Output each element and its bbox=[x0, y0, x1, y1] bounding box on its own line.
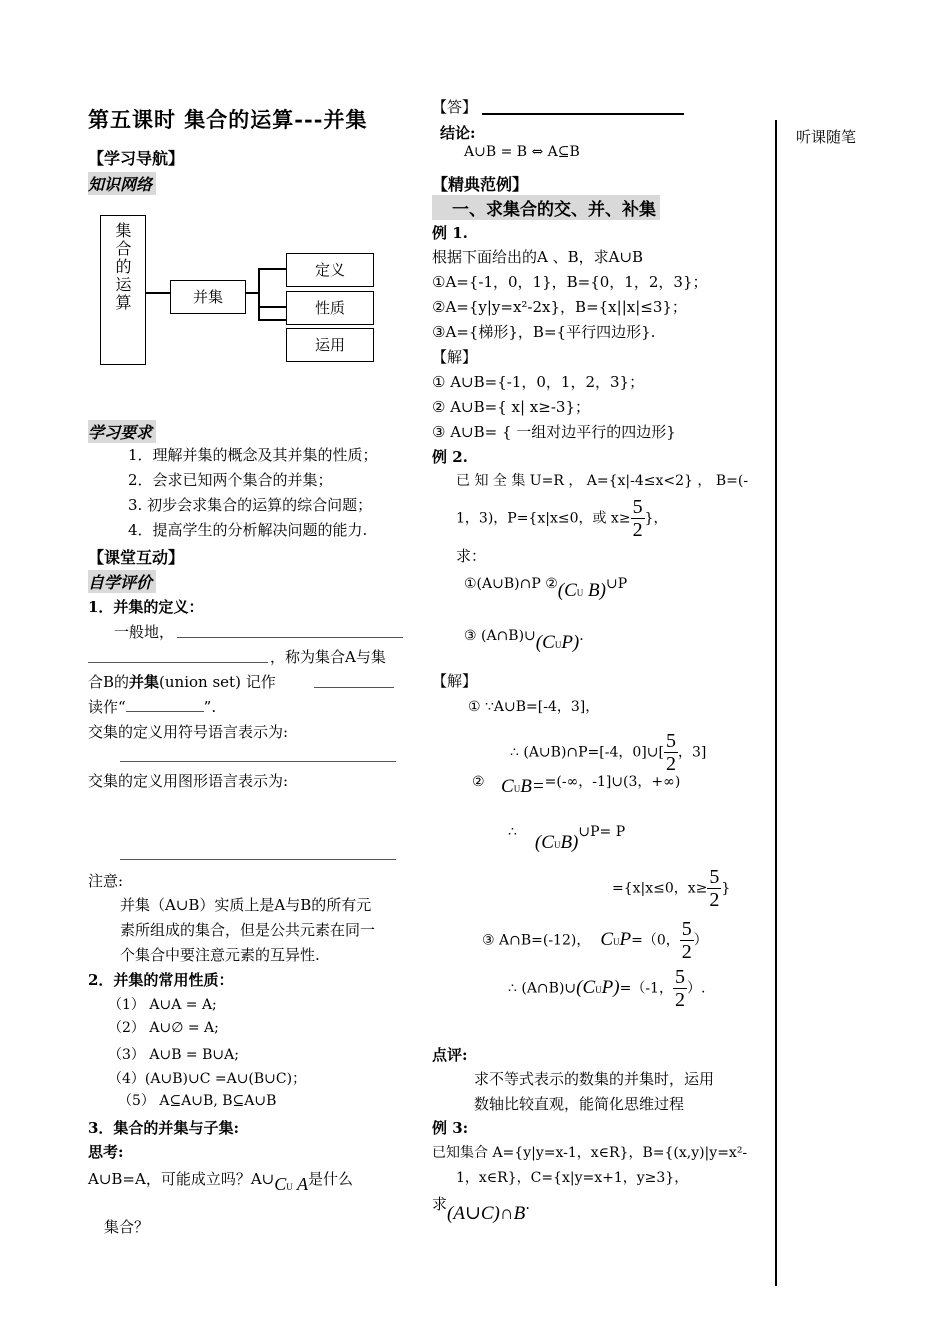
think-line: A∪B=A，可能成立吗？A∪CU A是什么 bbox=[88, 1170, 353, 1194]
section-3-title: 3．集合的并集与子集: bbox=[88, 1119, 239, 1137]
diagram-connector bbox=[245, 292, 259, 294]
set-expression: (A∪C)∩B bbox=[447, 1203, 526, 1224]
requirement-item: 1．理解并集的概念及其并集的性质； bbox=[128, 446, 378, 464]
section-heading: 一、求集合的交、并、补集 bbox=[432, 195, 660, 220]
definition-line: 合B的并集(union set) 记作 bbox=[88, 673, 276, 691]
property-item: （3） A∪B = B∪A; bbox=[108, 1047, 239, 1063]
nav-header: 【学习导航】 bbox=[88, 149, 185, 168]
think-label: 思考: bbox=[88, 1143, 124, 1161]
diagram-child-label: 性质 bbox=[314, 299, 345, 317]
knowledge-network-heading: 知识网络 bbox=[88, 172, 156, 195]
property-item: （4）(A∪B)∪C =A∪(B∪C)； bbox=[108, 1071, 307, 1087]
diagram-root-box bbox=[100, 215, 146, 365]
diagram-connector bbox=[258, 268, 286, 270]
fraction: $\frac{5}{2}$ bbox=[709, 866, 720, 911]
margin-divider bbox=[775, 120, 777, 1286]
example-2-question: ③ (A∩B)∪(CUP). bbox=[464, 628, 584, 653]
fraction: $\frac{5}{2}$ bbox=[674, 966, 685, 1011]
property-item: （5） A⊆A∪B, B⊆A∪B bbox=[118, 1093, 277, 1109]
property-item: （2） A∪∅ = A; bbox=[108, 1020, 219, 1036]
complement-expr: (CUP) bbox=[576, 976, 620, 998]
page-title: 第五课时 集合的运算---并集 bbox=[88, 107, 368, 132]
fraction: $\frac{5}{2}$ bbox=[665, 730, 676, 775]
solution-label: 【解】 bbox=[432, 672, 478, 690]
fraction: $\frac{5}{2}$ bbox=[681, 918, 692, 963]
example-2-solution: ① ∵A∪B=[-4，3]， bbox=[468, 699, 600, 715]
example-1-solution: ③ A∪B= { 一组对边平行的四边形} bbox=[432, 423, 676, 441]
fill-blank[interactable] bbox=[177, 637, 403, 638]
requirements-heading: 学习要求 bbox=[88, 420, 156, 443]
diagram-child-definition bbox=[286, 253, 374, 287]
note-line: 素所组成的集合，但是公共元素在同一 bbox=[120, 921, 376, 939]
complement-expr: CUP bbox=[600, 928, 632, 950]
diagram-child-application bbox=[286, 328, 374, 362]
complement-expr: CUB= bbox=[501, 776, 545, 797]
note-line: 并集（A∪B）实质上是A与B的所有元 bbox=[120, 896, 372, 914]
example-1-question: 根据下面给出的A 、B，求A∪B bbox=[432, 248, 644, 266]
section-2-title: 2．并集的常用性质： bbox=[88, 971, 234, 989]
example-2-line: 已 知 全 集 U=R ， A={x|-4≤x<2} ， B=(- bbox=[456, 473, 749, 489]
example-2-question: ①(A∪B)∩P ②(CU B)∪P bbox=[464, 576, 628, 601]
note-label: 注意: bbox=[88, 872, 124, 890]
requirement-item: 2．会求已知两个集合的并集； bbox=[128, 471, 333, 489]
definition-line: 读作“ ”. bbox=[88, 698, 217, 716]
example-3-line: 已知集合 A={y|y=x-1，x∈R}，B={(x,y)|y=x²- bbox=[432, 1145, 748, 1161]
conclusion-formula: A∪B = B ⇔ A⊆B bbox=[464, 144, 580, 160]
comment-label: 点评: bbox=[432, 1046, 468, 1064]
class-interaction-header: 【课堂互动】 bbox=[88, 548, 185, 567]
example-3-line: 求(A∪C)∩B. bbox=[432, 1195, 530, 1224]
complement-expr: CU A bbox=[274, 1174, 308, 1194]
example-2-solution: ∴ (A∩B)∪(CUP)=（-1， $\frac{5}{2}$ ）. bbox=[508, 966, 706, 1011]
example-1-item: ③A={梯形}，B={平行四边形}. bbox=[432, 323, 656, 341]
diagram-child-property bbox=[286, 291, 374, 325]
think-line: 集合？ bbox=[104, 1218, 150, 1236]
diagram-root-label: 集合的运算 bbox=[113, 222, 132, 312]
example-2-solution: ③ A∩B=(-12)， CUP=（0， $\frac{5}{2}$ ） bbox=[482, 918, 708, 963]
comment-line: 数轴比较直观，能简化思维过程 bbox=[474, 1095, 685, 1113]
example-1-solution: ② A∪B={ x| x≥-3}； bbox=[432, 398, 590, 416]
diagram-child-label: 运用 bbox=[314, 336, 345, 354]
self-eval-heading: 自学评价 bbox=[88, 570, 156, 593]
diagram-connector bbox=[145, 292, 170, 294]
complement-expr: (CUP) bbox=[535, 632, 580, 653]
fill-blank[interactable] bbox=[120, 761, 396, 762]
conclusion-label: 结论: bbox=[440, 124, 476, 142]
diagram-middle-label: 并集 bbox=[192, 288, 223, 306]
note-line: 个集合中要注意元素的互异性. bbox=[120, 946, 320, 964]
fraction: $\frac{5}{2}$ bbox=[632, 496, 643, 541]
definition-line: 交集的定义用符号语言表示为: bbox=[88, 723, 289, 741]
example-1-solution: ① A∪B={-1，0，1，2，3}； bbox=[432, 373, 645, 391]
fill-blank[interactable] bbox=[120, 859, 396, 860]
example-3-label: 例 3: bbox=[432, 1119, 469, 1137]
example-2-solution: ∴ (A∪B)∩P=[-4，0]∪[ $\frac{5}{2}$ ，3] bbox=[510, 730, 707, 775]
example-2-line: 1，3)，P={x|x≤0，或 x≥ $\frac{5}{2}$ }， bbox=[456, 496, 668, 541]
example-3-line: 1，x∈R}，C={x|y=x+1，y≥3}， bbox=[456, 1170, 689, 1186]
solution-label: 【解】 bbox=[432, 348, 478, 366]
example-2-solution: ② CUB==(-∞，-1]∪(3，+∞) bbox=[472, 774, 681, 797]
examples-header: 【精典范例】 bbox=[432, 175, 529, 194]
answer-label: 【答】 bbox=[432, 98, 478, 116]
diagram-child-label: 定义 bbox=[314, 261, 345, 279]
example-2-label: 例 2. bbox=[432, 448, 468, 466]
margin-notes-label: 听课随笔 bbox=[796, 128, 857, 146]
answer-blank[interactable] bbox=[482, 113, 684, 115]
example-2-line: 求： bbox=[456, 547, 487, 565]
example-2-solution: ∴ (CUB)∪P= P bbox=[508, 824, 626, 853]
requirement-item: 4．提高学生的分析解决问题的能力. bbox=[128, 521, 368, 539]
example-2-solution: ={x|x≤0，x≥ $\frac{5}{2}$ } bbox=[612, 866, 731, 911]
complement-expr: (CUB) bbox=[534, 832, 579, 853]
comment-line: 求不等式表示的数集的并集时，运用 bbox=[474, 1070, 715, 1088]
definition-line: ，称为集合A与集 bbox=[270, 648, 386, 666]
diagram-middle-box bbox=[170, 280, 246, 314]
example-1-label: 例 1. bbox=[432, 224, 468, 242]
definition-line: 一般地， bbox=[114, 623, 175, 641]
section-1-title: 1．并集的定义： bbox=[88, 598, 204, 616]
example-1-item: ①A={-1，0，1}，B={0，1，2，3}； bbox=[432, 273, 708, 291]
requirement-item: 3. 初步会求集合的运算的综合问题； bbox=[128, 496, 373, 514]
complement-expr: (CU B) bbox=[557, 580, 606, 601]
definition-line: 交集的定义用图形语言表示为: bbox=[88, 772, 289, 790]
diagram-connector bbox=[258, 268, 260, 319]
fill-blank[interactable] bbox=[88, 662, 268, 663]
diagram-connector bbox=[258, 306, 286, 308]
example-1-item: ②A={y|y=x²-2x}，B={x||x|≤3}； bbox=[432, 298, 687, 316]
fill-blank[interactable] bbox=[314, 687, 394, 688]
property-item: （1） A∪A = A; bbox=[108, 997, 217, 1013]
diagram-connector bbox=[258, 319, 286, 321]
